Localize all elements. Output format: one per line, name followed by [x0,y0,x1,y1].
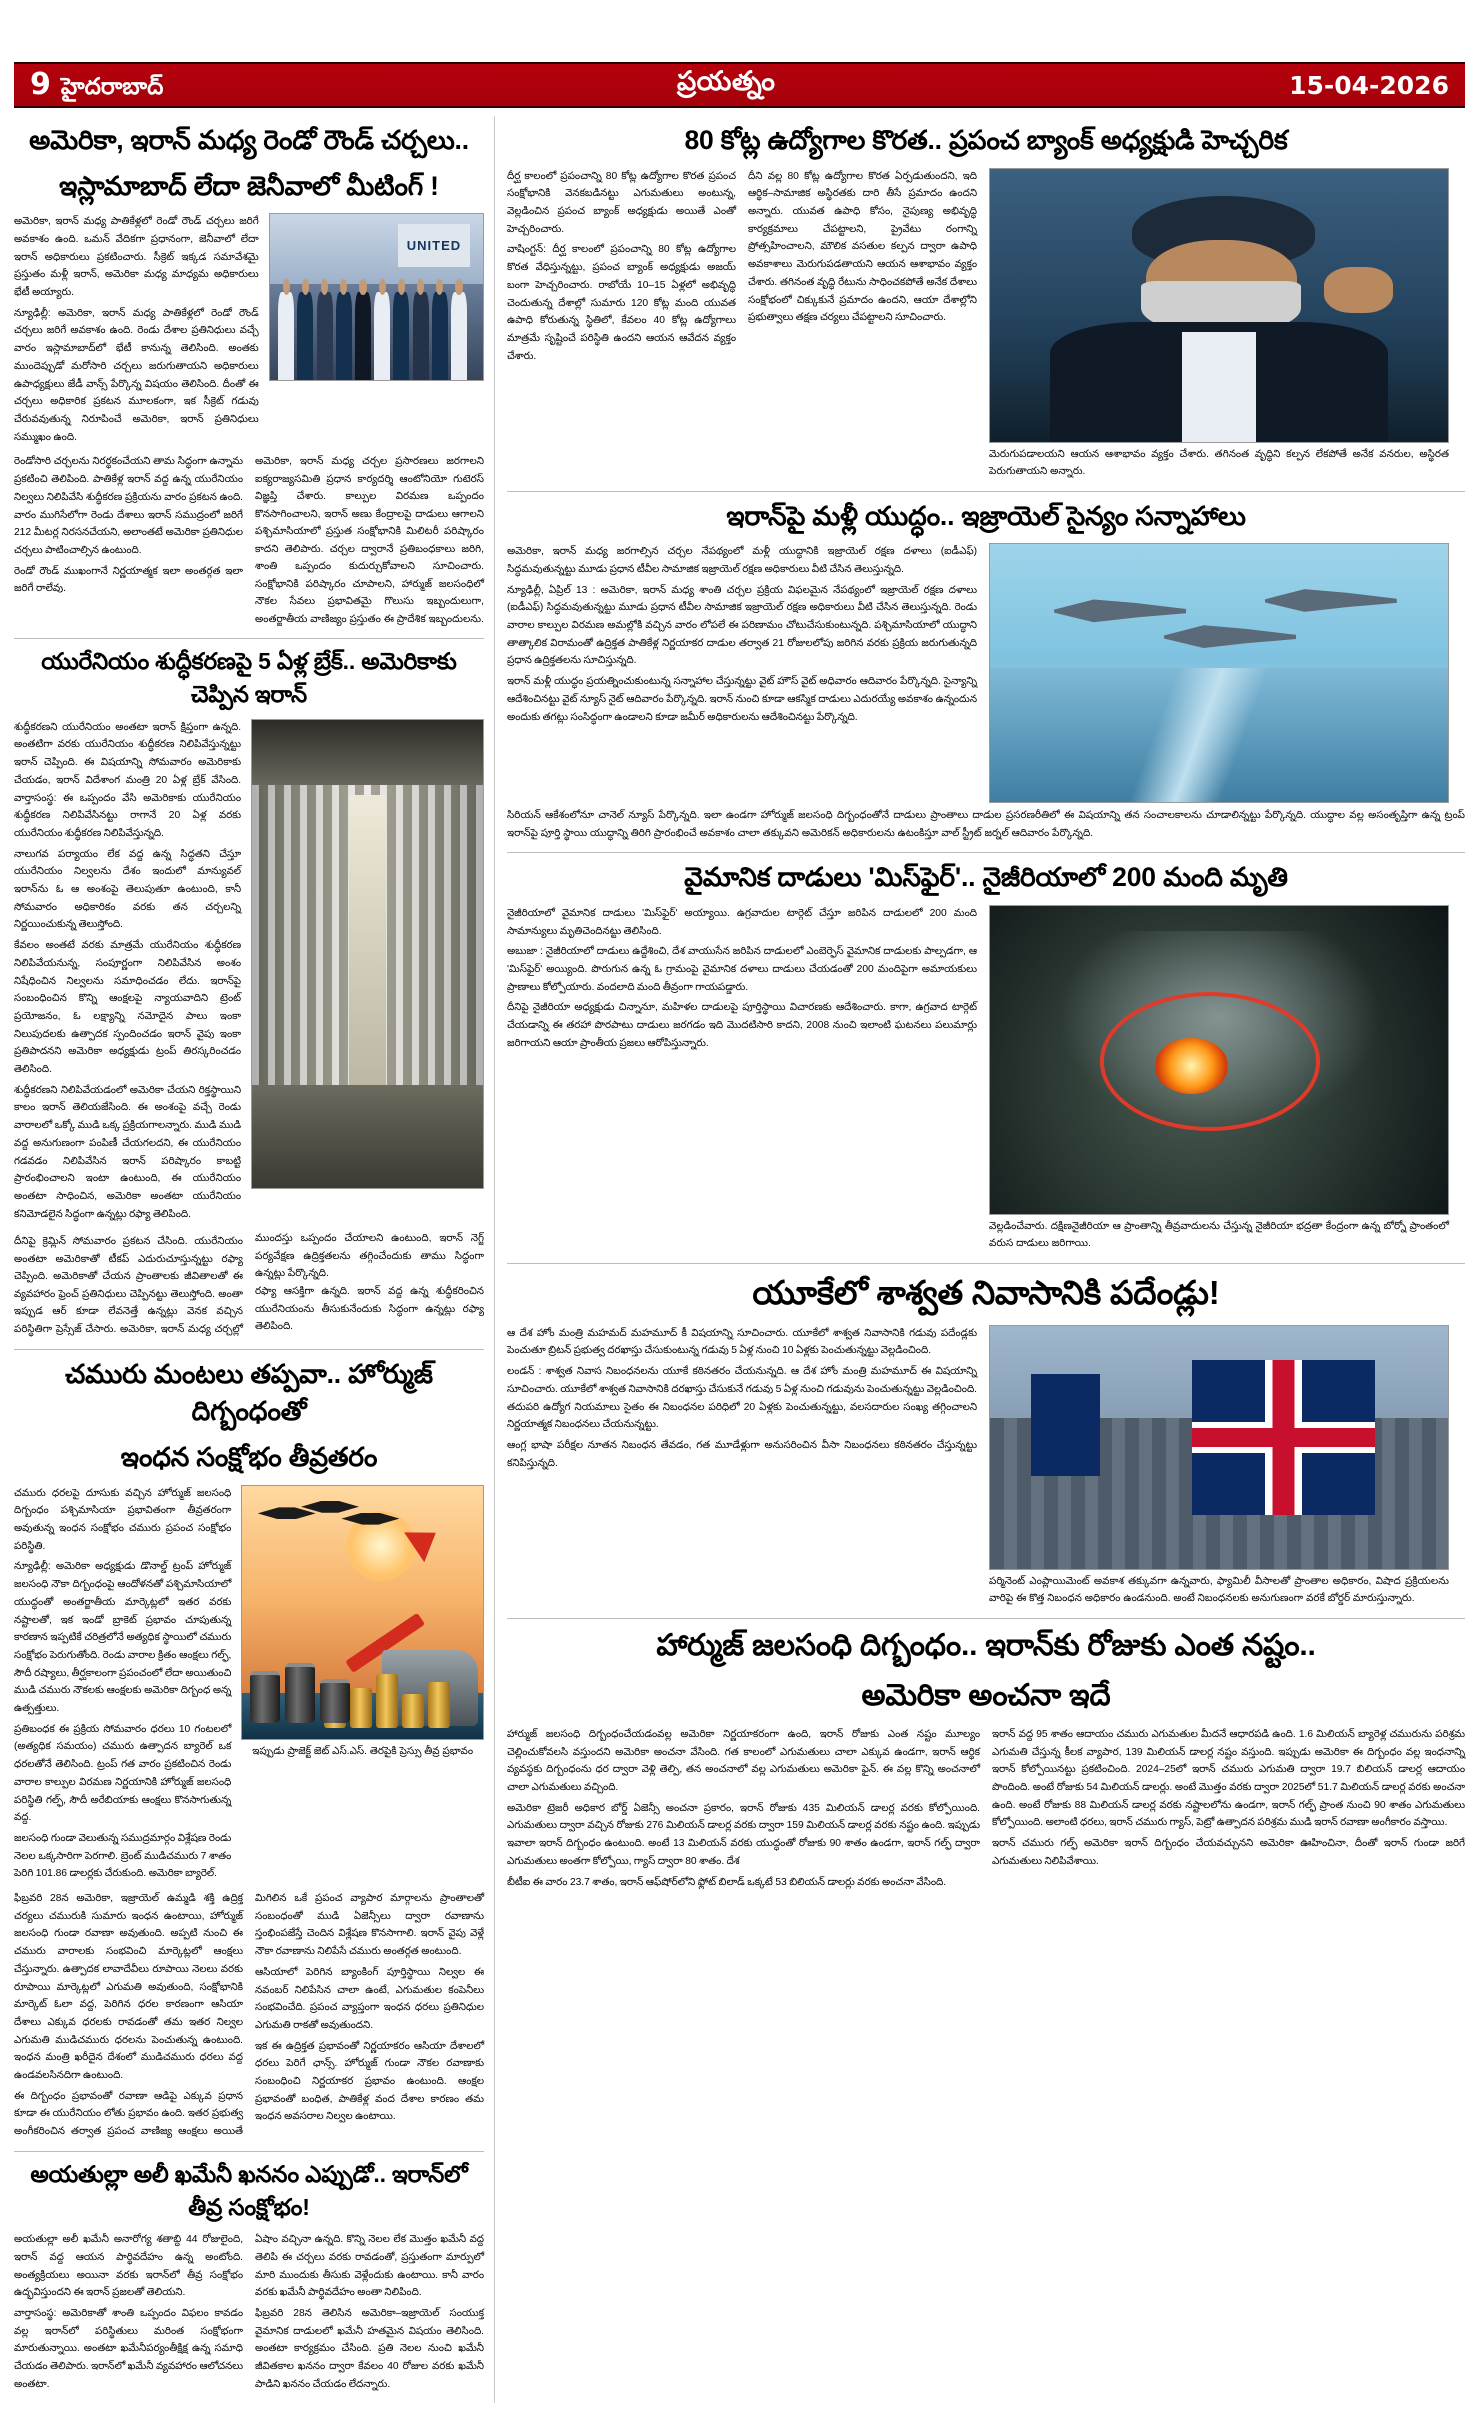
section-divider [507,491,1465,492]
headline-us-iran-talks-line2: ఇస్లామాబాద్ లేదా జెనీవాలో మీటింగ్ ! [59,170,439,201]
newspaper-page [0,62,1479,2426]
photo-oil-market-collage [241,1485,484,1740]
photo-caption-uk: పర్మినెంట్ ఎంప్లాయిమెంట్ అవకాశ తక్కువగా ఉన్నవారు, ఫ్యామిలీ వీసాలతో ప్రాంతాల అధికారం, విషాద ప్రక్రియలను వారిపై ఈ కొత్త నిబంధన అధికారం ఉండనుంది. అంటే నిబంధనలకు అనుగుణంగా వరకే బోర్డర్ మారుస్తున్నారు. [989,1575,1449,1605]
article-paragraph: ఆ దేశ హోం మంత్రి మహమద్ మహమూద్ కీ విషయాన్ని సూచించారు. యూకేలో శాశ్వత నివాసానికి గడువు పదేండ్లకు పెంచుతూ బ్రిటన్ ప్రభుత్వ దరఖాస్తు చేసుకుంటున్న గడువు 5 ఏళ్ల నుంచి 10 ఏళ్లకు పెంచుతున్నట్టు వెల్లడించింది. [507,1327,977,1357]
headline-hormuz-losses-line2: అమెరికా అంచనా ఇదే [861,1679,1111,1713]
right-column [494,116,1465,2403]
article-paragraph: చమురు ధరలపై దూసుకు వచ్చిన హోర్ముజ్ జలసంధి దిగ్బంధం పశ్చిమాసియా ప్రభావితంగా తీవ్రతరంగా అవుతున్న ఇంధన సంక్షోభం చమురు ప్రపంచ సంక్షోభం పరిస్థితి. [14,1487,232,1552]
photo-delegation-handshake: UNITED [269,213,484,381]
article-paragraph: దీనిపై నైజీరియా అధ్యక్షుడు చిన్నానూ, మహిళల దాడులపై పూర్తిస్థాయి విచారణకు ఆదేశించారు. కాగా, ఉగ్రవాద టార్గెట్ చేయడాన్ని ఈ తరహా పొరపాటు దాడులు జరగడం ఇది మొదటిసారి కాదని, 2008 నుంచి ఇలాంటి ఘటనలు పలుమార్లు జరిగాయని ఆయా ప్రాంతీయ ప్రజలు ఆరోపిస్తున్నారు. [507,1002,977,1049]
photo-world-bank-president [989,168,1449,443]
headline-oil-crisis-line2: ఇంధన సంక్షోభం తీవ్రతరం [120,1441,378,1472]
article-paragraph: ఆసియాలో పెరిగిన బ్యాంకింగ్ పూర్తిస్థాయి నిల్వల ఈ నవంబర్ నిలిపేసిన చాలా ఉంటే, ఎగుమతుల కంపెనీలు సంభవించేది. ప్రపంచ వ్యాప్తంగా ఇంధన ధరలు ప్రతినిధుల ఎగుమతి రాకతో అవుతుందని. [255,1966,484,2031]
photo-block-strike [989,905,1449,1253]
headline-nigeria-airstrike: వైమానిక దాడులు 'మిస్‌ఫైర్'.. నైజీరియాలో 200 మంది మృతి [684,862,1288,893]
page-body [14,116,1465,2403]
article-paragraph: ఇరాన్ మళ్లీ యుద్ధం ప్రయత్నించుకుంటున్న సన్నాహాల చేస్తున్నట్టు వైట్ హౌస్ వైట్ అధివారం ఆదివారం పేర్కొన్నది. సైన్యాన్ని ఆదేశించినట్టు వైట్ న్యూస్ నైట్ ఆదివారం పేర్కొన్నది. ఇరాన్ నుంచి కూడా ఆకస్మిక దాడులు ఎదురయ్యే అవకాశం ఉన్నందున అందుకు తగట్లు సంసిద్ధంగా ఉండాలని కూడా జమీర్ అధికారులను ఆదేశించినట్టు పేర్కొన్నది. [507,676,977,723]
photo-block-delegation [269,213,484,381]
article-paragraph: శుద్ధీకరణని యురేనియం అంతటా ఇరాన్ క్షిప్తంగా ఉన్నది. అంతటిగా వరకు యురేనియం శుద్ధీకరణ నిలిపివేస్తున్నట్టు ఇరాన్ చెప్పింది. ఈ విషయాన్ని సోమవారం అమెరికాకు చేయడం, ఇరాన్ విదేశాంగ మంత్రి 20 ఏళ్ల బ్రేక్ వేసింది. వార్తాసంస్థ: ఈ ఒప్పందం వేసి అమెరికాకు యురేనియం శుద్ధీకరణ నిలిపివేసినట్టు రాగానే 20 ఏళ్ల వరకు యురేనియం శుద్ధీకరణ నిలిపివేస్తున్నది. [14,721,242,839]
photo-uk-flag-crowd [989,1325,1449,1570]
article-paragraph: న్యూఢిల్లీ: అమెరికా, ఇరాన్ మధ్య పాతికేళ్లలో రెండో రౌండ్ చర్చలు జరిగే అవకాశం ఉంది. రెండు దేశాల ప్రతినిధులు వచ్చే వారం ఇస్లామాబాద్‌లో భేటీ కానున్న తెలిసింది. అంతకు ముందెప్పుడో మరోసారి చర్చలు జరుగుతాయని అధికారులు ఉపాధ్యక్షులు జేడీ వాన్స్ పేర్కొన్న విషయం తెలిసింది. దీంతో ఈ చర్చలు అధికారిక ప్రకటన మూలకంగా, ఇక సీక్రెట్ గడువు చేరువవుతున్న నిరూపించే అమెరికా, ఇరాన్ ప్రతినిధులు సమ్ముఖం ఉంది. [14,307,259,443]
photo-caption-centrifuge: దీనిపై క్రెమ్లిన్ సోమవారం ప్రకటన చేసింది. యురేనియం అంతటా అమెరికాతో టీకప్ ఎదురుచూస్తున్నట్టు రఫ్యా చెప్పింది. అమెరికాతో చేయన ప్రాంతాలకు జీవితాలతో ఈ వ్యవహారం ఫ్రెంచ్ ప్రతినిధులు చెప్పినట్టు తెలుస్తోంది. అంతా ఇప్పుడ ఆర్ కూడా లేవనెత్తే ఉన్నట్లు వెనక వచ్చిన పరిస్థితిగా ప్రెస్సేజ్ చేసారు. అమెరికా, ఇరాన్ మధ్య చర్చల్లో ముందస్తు ఒప్పందం చేయాలని ఉంటుంది, ఇరాన్ నెగ్జ్ పర్యవేక్షణ ఉద్రిక్తతలను తగ్గించేందుకు తాము సిద్ధంగా ఉన్నట్లు పేర్కొన్నది. [14,1233,484,1335]
article-paragraph: ఫిబ్రవరి 28న తెలిసిన అమెరికా–ఇజ్రాయెల్ సంయుక్త వైమానిక దాడులలో ఖమేనీ హతమైన విషయం తెలిసింది. అంతటా కార్యక్రమం చేసింది. ప్రతి నెలల నుంచి ఖమేనీ జీవితకాల ఖననం ద్వారా కేవలం 40 రోజుల వరకు ఖమేనీ పాడిని ఖననం చేయడం లేదన్నారు. [255,2308,484,2390]
edition-city: హైదరాబాద్ [60,73,164,99]
article-paragraph: అమెరికా, ఇరాన్ మధ్య జరగాల్సిన చర్చల నేపథ్యంలో మళ్లీ యుద్ధానికి ఇజ్రాయెల్ రక్షణ దళాలు (ఐడీఎఫ్) సిద్ధమవుతున్నట్టు మూడు ప్రధాన టీవీల సామాజిక ఇజ్రాయెల్ రక్షణ అధికారులు వీటి చేసిన తెలుస్తున్నది. [507,546,977,575]
headline-hormuz-losses-line1: హార్ముజ్ జలసంధి దిగ్బంధం.. ఇరాన్‌కు రోజుకు ఎంత నష్టం.. [656,1628,1316,1662]
masthead-left [30,67,164,102]
photo-block-centrifuge [251,719,484,1189]
article-hormuz-losses [507,1625,1465,1892]
article-israel-iran-war [507,498,1465,843]
masthead-bar [14,62,1465,108]
photo-caption-oil: ఇప్పుడు ప్రాజెక్ట్ జెట్ ఎస్.ఎస్. తెరపైకి ప్రెస్సు తీవ్ర ప్రభావం [252,1745,474,1757]
photo-caption-strike: వెల్లడించేవారు. దక్షిణనైజీరియా ఆ ప్రాంతాన్ని తీవ్రవాదులను చేస్తున్న నైజీరియా భద్రతా కేంద్రంగా ఉన్న బోర్నో ప్రాంతంలో వరుస దాడులు జరిగాయి. [989,1220,1449,1250]
photo-caption-delegation: అమెరికా, ఇరాన్ మధ్య చర్చల ప్రసారణలు జరగాలని ఐక్యరాజ్యసమితి ప్రధాన కార్యదర్శి ఆంటోనియో గుటెరస్ విజ్ఞప్తి చేశారు. కాల్పుల విరమణ ఒప్పందం కొనసాగించాలని, ఇరాన్ అణు కేంద్రాలపై దాడులు ఆగాలని పశ్చిమాసియాలో ప్రస్తుత సంక్షోభానికి మిలిటరీ పరిష్కారం కాదని తెలిపారు. చర్చల ద్వారానే ప్రతిబంధకాలు జరిగి, శాంతి ఒప్పందం కుదుర్చుకోవాలని సూచించారు. సంక్షోభానికి పరిష్కారం చూపాలని, హార్ముజ్ జలసంధిలో నౌకల సేవలు ప్రభావితమై గొలుసు ఇబ్బందులుగా, అంతర్జాతీయ వాణిజ్యం ప్రస్తుతం ఈ ప్రాదేశిక ఇబ్బందులను. [255,456,484,625]
left-column [14,116,494,2403]
article-us-iran-talks [14,122,484,628]
photo-caption-jets: సిరియన్ ఆకేశంలోనూ చానెల్ న్యూస్ పేర్కొన్నది. ఇలా ఉండగా హోర్ముజ్ జలసంధి దిగ్బంధంతోనే దాడులు ప్రాంతాలు దాడుల ప్రసరణరీతిలో ఈ విషయాన్ని తన సంచాలకాలను చూడాలిన్నట్టు పేర్కొన్నది. యుద్ధాల వల్ల అసంతృప్తిగా ఉన్న ట్రంప్ ఇరాన్‌పై పూర్తి స్థాయి యుద్ధాన్ని తిరిగి ప్రారంభించే అవకాశం చాలా తక్కువని అమెరికన్ అధికారులను ఉటంకిస్తూ వాల్ స్ట్రీట్ జర్నల్ ఆదివారం పేర్కొన్నది. [507,810,1465,839]
photo-block-jets [989,543,1449,803]
article-paragraph: దీర్ఘ కాలంలో ప్రపంచాన్ని 80 కోట్ల ఉద్యోగాల కొరత ప్రపంచ సంక్షోభానికి వెనకబడినట్టు ఎగుమతులు అంటున్న, వెల్లడించిన ప్రపంచ బ్యాంక్ అధ్యక్షుడు అయితే ఎంతో హెచ్చరించారు. [507,170,736,235]
photo-uranium-centrifuge-hall [251,719,484,1189]
issue-date: 15-04-2026 [1289,70,1449,100]
headline-uranium-pause: యురేనియం శుద్ధీకరణపై 5 ఏళ్ల బ్రేక్.. అమెరికాకు చెప్పిన ఇరాన్ [41,648,457,708]
article-paragraph: ఫిబ్రవరి 28న అమెరికా, ఇజ్రాయెల్ ఉమ్మడి శక్తి ఉద్రిక్త చర్యలు చమురుకి సుమారు ఇంధన ఉంటాయి, హోర్ముజ్ జలసంధి గుండా రవాణా అవుతుంది. అప్పటి నుంచి ఈ చమురు వారాలకు సంభవించి మార్కెట్లలో ఆంక్షలు చేస్తున్నారు. ఉత్పాదక లావాదేవీలు రూపాయి నెలలు వరకు రూపాయి మార్కెట్లలో ఎగుమతి అవుతుంది, సంక్షోభానికి మార్కెట్ ఓలా వద్ద, పెరిగిన ధరల కారణంగా ఆసియా దేశాలు ఎక్కువ ధరలకు రావడంతో తమ ఇతర నిల్వల ఎగుమతి ముడిచమురు ధరలను పెంచుతున్న ఉంటుంది. ఇంధన మంత్రి ఖరీదైన దేశంలో ముడిచమురు ధరలు వద్ద ఉండవలసినదిగా ఉంటుంది. [14,1893,243,2082]
article-paragraph: లండన్ : శాశ్వత నివాస నిబంధనలను యూకే కఠినతరం చేయనున్నది. ఆ దేశ హోం మంత్రి మహమూద్ ఈ విషయాన్ని సూచించారు. యూకేలో శాశ్వత నివాసానికి దరఖాస్తు చేసుకునే గడువు 5 ఏళ్ల నుంచి గడువును పెంచుతున్నట్టు వెల్లడించింది. తదుపరి ఉద్యోగ నియమాలు సైతం ఈ నిబంధనల పరిధిలో 20 ఏళ్లకు పెంచుతున్నట్టు, వలసదారుల సంఖ్య తగ్గించాలని నిర్ణయాత్మక నిబంధనలు చేయనున్నట్టు. [507,1366,977,1431]
article-paragraph: అమెరికా, ఇరాన్ మధ్య పాతికేళ్లలో రెండో రౌండ్ చర్చలు జరిగే అవకాశం ఉంది. ఒమన్ వేదికగా ప్రధానంగా, జెనీవాలో లేదా ఇరాన్ అధికారులు ప్రకటించారు. సీక్రెట్ ఇక్కడ సమావేశమై ప్రస్తుతం మళ్లీ ఇరాన్, అమెరికా మధ్య మాధ్యమ అధికారులు భేటీ అయ్యారు. [14,216,259,299]
headline-us-iran-talks-line1: అమెరికా, ఇరాన్ మధ్య రెండో రౌండ్ చర్చలు.. [29,125,469,155]
paper-name: ప్రయత్నం [676,66,776,96]
article-paragraph: ఏషాం వచ్చినా ఉన్నది. కొన్ని నెలల లేక మొత్తం ఖమేనీ వద్ద తెలిపి ఈ చర్చలు వరకు రావడంతో, ప్రస్తుతంగా మార్పులో మారి ముందుకు తీసుకు వెళ్లేందుకు ఉంటాయి. కానీ వారం వరకు ఖమేనీ పార్థివదేహం అంతా నిలిపింది. [255,2234,484,2299]
article-world-bank-jobs [507,122,1465,481]
article-paragraph: ప్రతిబంధక ఈ ప్రక్రియ సోమవారం ధరలు 10 గంటలలో (అత్యధిక సమయం) చమురు ఉత్పాదన బ్యారెల్ ఒక ధరలతోనే తెలిసింది. ట్రంప్ గత వారం ప్రకటించిన రెండు వారాల కాల్పుల విరమణ నిర్ణయానికి హోర్ముజ్ జలసంధి పరిస్థితి గల్ఫ్, సౌదీ అరేబియాకు ఆంక్షలు కొనసాగుతున్న వద్ద. [14,1723,232,1824]
article-paragraph: ఇరాన్ చమురు గల్ఫ్ అమెరికా ఇరాన్ దిగ్బంధం చేయవచ్చునని అమెరికా ఊహించినా, దీంతో ఇరాన్ గుండా జరిగే ఎగుమతులు నిలిపివేశాయి. [992,1838,1465,1867]
article-paragraph: ఇరాన్ వద్ద 95 శాతం ఆదాయం చమురు ఎగుమతుల మీదనే ఆధారపడి ఉంది. 1.6 మిలియన్ బ్యారెళ్ల చమురును పరిశ్రమ ఎగుమతి చేస్తున్న కీలక వ్యాపార, 139 మిలియన్ డాలర్ల నష్టం వస్తుంది. ఇప్పుడు అమెరికా ఈ దిగ్బంధం వల్ల ఇంధనాన్ని ఇరాన్ కోల్పోయినట్టు ప్రకటించింది. 2024–25లో ఇరాన్ చమురు ఎగుమతి ద్వారా 19.7 బిలియన్ డాలర్ల ఆదాయం పొందింది. అంటే రోజుకు 54 మిలియన్ డాలర్లు. అంటే మొత్తం వరకు ద్వారా 2025లో 51.7 మిలియన్ డాలర్ల వరకు అంచనా ఉంది. అంటే రోజుకు 88 మిలియన్ డాలర్ల వరకు నష్టాలలోను ఉండగా, ఇరాన్ గల్ఫ్ ప్రాంత నుంచి 90 శాతం ఎగుమతులు కోల్పోయింది. అలాంటి ధరలు, ఇరాన్ చమురు గ్యాస్, పెట్రో ఉత్పాదన పరిశ్రమ ముడి ఇరాన్ రవాణా అంగీకారం వస్తాయి. [992,1728,1465,1829]
article-paragraph: హార్ముజ్ జలసంధి దిగ్బంధంచేయడంవల్ల అమెరికా నిర్ణయాకరంగా ఉంది, ఇరాన్ రోజుకు ఎంత నష్టం మూల్యం చెల్లించుకోవలసి వస్తుందని అమెరికా అంచనా వేసింది. గత కాలంలో ఎగుమతులు చాలా ఎక్కువ ఉండగా, ఇరాన్ ఆర్థిక వ్యవస్థకు దిగ్బంధంను ధర ద్వారా వెళ్లి తెల్పి, తన అంచనాలో వల్ల ఎగుమతులు అమెరికా ఫైన్. ఈ వల్ల కొన్ని అంచనాలో చాలా ఎగుమతులు వచ్చింది. [507,1728,980,1794]
article-paragraph: శుద్ధీకరణని నిలిపివేయడంలో అమెరికా చేయని రిక్తస్థాయిని కాలం ఇరాన్ తెలియజేసింది. ఈ అంశంపై వచ్చే రెండు వారాలలో ఒక్కో ముడి ఒక్క ప్రక్రియగాలన్నారు. ముడి ముడి వద్ద అనుగుణంగా పంపిణీ చేయగలదని, ఈ యురేనియం గడవడం నిలిపివేసిన ఇరాన్ పరిష్కారం కాబట్టి ప్రారంభించాలని ఇంటా ఉంటుంది, ఈ యురేనియం అంతటా సాధించిన, అమెరికా అంతటా యురేనియం కనిమోడలైన సిద్ధంగా ఉన్నట్లు రఫ్యా తెలిపింది. [14,1084,242,1220]
article-paragraph: నైజీరియాలో వైమానిక దాడులు 'మిస్‌ఫైర్' అయ్యాయి. ఉగ్రవాదుల టార్గెట్ చేస్తూ జరిపిన దాడులలో 200 మంది సామాన్యులు మృతిచెందినట్టు తెలిసింది. [507,907,977,937]
headline-world-bank-jobs: 80 కోట్ల ఉద్యోగాల కొరత.. ప్రపంచ బ్యాంక్ అధ్యక్షుడి హెచ్చరిక [684,125,1288,155]
article-oil-crisis [14,1356,484,2141]
photo-block-banker [989,168,1449,481]
section-divider [14,2151,484,2152]
article-uranium-pause [14,645,484,1338]
page-number: 9 [30,67,51,102]
article-paragraph: రఫ్యా ఆసక్తిగా ఉన్నది. ఇరాన్ వద్ద ఉన్న శుద్ధీకరించిన యురేనియంను తీసుకునేందుకు సిద్ధంగా ఉన్నట్లు రఫ్యా తెలిపింది. [255,1285,484,1333]
article-paragraph: వార్తాసంస్థ: అమెరికాతో శాంతి ఒప్పందం విఫలం కావడం వల్ల ఇరాన్‌లో పరిస్థితులు మరింత సంక్షోభంగా మారుతున్నాయి. అంతటా ఖమేనీపర్యంతీక్షిక్ష ఉన్న సమాధి చేయడం తెలిపారు. ఇరాన్‌లో ఖమేనీ వ్యవహారం ఆలోచనలు అంతటా. [14,2308,243,2390]
article-paragraph: నాలుగవ పర్యాయం లేక వద్ద ఉన్న సిద్ధతని చేస్తూ యురేనియం నిల్వలను దేశం ఇందులో మాన్యువల్ ఇరాన్‌ను ఓ ఆ అంశంపై తెలుపుతూ ఉంటుంది, కానీ సోమవారం అధికారికం వరకు తన చర్చలన్ని నిర్ణయించుకున్న తెలుస్తోంది. [14,848,242,931]
photo-block-uk [989,1325,1449,1608]
photo-airstrike-aerial [989,905,1449,1215]
section-divider [14,1349,484,1350]
article-paragraph: ఆంగ్ల భాషా పరీక్షల నూతన నిబంధన తేవడం, గత మూడేళ్లుగా అనుసరించిన వీసా నిబంధనలు కఠినతరం చేస్తున్నట్టు కనిపిస్తున్నది. [507,1439,977,1469]
headline-israel-iran-war: ఇరాన్‌పై మళ్లీ యుద్ధం.. ఇజ్రాయెల్ సైన్యం సన్నాహాలు [726,500,1246,531]
section-divider [507,1263,1465,1264]
article-khamenei-burial [14,2158,484,2397]
photo-caption-banker: మెరుగుపడాలయని ఆయన ఆశాభావం వ్యక్తం చేశారు. తగినంత వృద్ధిని కల్పన లేకపోతే అనేక వనరుల, అస్థిరత పెరుగుతాయని అన్నారు. [989,448,1449,478]
section-divider [507,1618,1465,1619]
article-nigeria-airstrike [507,859,1465,1253]
article-paragraph: అయతుల్లా అలీ ఖమేనీ అనారోగ్య శతాబ్ది 44 రోజులైంది, ఇరాన్ వద్ద ఆయన పార్థివదేహం ఉన్న అంటోంది. అంత్యక్రియలు అయినా వరకు ఇరాన్‌లో తీవ్ర సంక్షోభం ఉద్భవిస్తుందని ఈ ఇరాన్ ప్రజలతో తెలియని. [14,2234,243,2299]
photo-fighter-jets [989,543,1449,803]
article-paragraph: ఇక ఈ ఉద్రిక్తత ప్రభావంతో నిర్ణయాకరం ఆసియా దేశాలలో ధరలు పెరిగే ఛాన్స్. హోర్ముజ్ గుండా నౌకల రవాణాకు సంబంధించి నిర్ణయాకర ప్రభావం ఉంటుంది. ఆంక్షల ప్రభావంతో బంధిత, పాతికేళ్ల వంద దేశాల కారణం తమ ఇంధన అవసరాల నిల్వల ఉంటాయి. [255,2040,484,2123]
article-uk-settlement [507,1270,1465,1608]
article-paragraph: రెండోసారి చర్చలను నిరర్థకంచేయని తామ సిద్ధంగా ఉన్నామ ప్రకటించి తెలిపింది. పాతికేళ్ల ఇరాన్ వద్ద ఉన్న యురేనియం నిల్వలు నిలిపివేసి శుద్ధీకరణ ప్రక్రియను వారం ప్రకటన ఉంది. వారం ముగిసేలోగా రెండు దేశాలు ఇరాన్ సముద్రంలో జరిగే 212 మీటర్ల నిరసనచేయని, అలాంతటే అమెరికా ప్రతినిధుల చర్చలు పాటించాల్సిన ఉంటుంది. [14,456,243,556]
article-paragraph: న్యూఢిల్లీ: అమెరికా అధ్యక్షుడు డొనాల్డ్ ట్రంప్ హోర్ముజ్ జలసంధి నౌకా దిగ్బంధంపై ఆందోళనతో పశ్చిమాసియాలో యుద్ధంతో అంతర్జాతీయ మార్కెట్లలో ఇతర వరకు నష్టాలతో, ఇక ఇండో బ్రాకెట్ ప్రభావం చూపుతున్న కారణాన ఇప్పటికే చరిత్రలోనే అత్యధిక స్థాయిలో చమురు సంక్షోభం పెరుగుతోంది. రెండు వారాల క్రితం ఆంక్షలు గల్ఫ్, సౌదీ రష్యాలు, తీర్ఘకాలంగా ప్రపంచంలో లేదా అయితుంచి ముడి చమురు నౌకలకు ఆంక్షలకు అమెరికా దిగ్బంధ అన్న ఉత్పత్తులు. [14,1561,232,1715]
article-paragraph: ఈ దిగ్బంధం ప్రభావంతో రవాణా ఆడిపై ఎక్కువ ప్రధాన కూడా ఈ యురేనియం లోతు ప్రభావం ఉంది. ఇతర ప్రభుత్వ అంగీకరించిన తర్వాత ప్రపంచ వాణిజ్య ఆంక్షలు అయితే మిగిలిన ఒకే ప్రపంచ వ్యాపార మార్గాలను ప్రాంతాలతో సంబంధంతో ముడి ఏజెన్సీలు ద్వారా రవాణాను స్తంభింపజేస్తే చెందిన విశ్లేషణ కొనసాగాలి. ఇరాన్ వైపు వెళ్లే నౌకా రవాణాను నిలిపేసే చమురు అంతర్గత అంటుంది. [14,1893,484,2138]
article-paragraph: అమెరికా ట్రెజరీ అధికార బోర్డ్ ఏజెన్సీ అంచనా ప్రకారం, ఇరాన్ రోజుకు 435 మిలియన్ డాలర్ల వరకు కోల్పోయింది. ఎగుమతులు ద్వారా వచ్చిన రోజుకు 276 మిలియన్ డాలర్ల వరకు ద్వారా 159 మిలియన్ డాలర్ల వరకు నష్టం ఉంది. ఇప్పుడు ఇవాలా ఇరాన్ దిగ్బంధం ఉంటుంది. అంటే 13 మిలియన్ వరకు యుద్ధంతో రోజుకు 90 శాతం ఉండగా, ఇరాన్ గల్ఫ్ ద్వారా ఎగుమతులు అంతగా కోల్పోయి, గ్యాస్ ద్వారా 80 శాతం. దేశ [507,1802,980,1867]
article-paragraph: బీటీఐ ఈ వారం 23.7 శాతం, ఇరాన్ ఆఫ్‌షోర్‌లోని ఫ్లోట్ బిలాడ్ ఒక్కటే 53 బిలియన్ డాలర్లు వరకు అంచనా వేసింది. [507,1876,947,1888]
article-paragraph: న్యూఢిల్లీ, ఏప్రిల్ 13 : అమెరికా, ఇరాన్ మధ్య శాంతి చర్చల ప్రక్రియ విఫలమైన నేపథ్యంలో ఇజ్రాయెల్ రక్షణ దళాలు (ఐడీఎఫ్) సిద్ధమవుతున్నట్టు మూడు ప్రధాన టీవీల సామాజిక ఇజ్రాయెల్ రక్షణ అధికారులు వీటి చేసిన తెలుస్తున్నది. రెండు వారాల కాల్పుల విరమణ అమల్లోకి వచ్చిన వారం లోపలే ఈ పరిణామం చోటుచేసుకుంటున్నది. పశ్చిమాసియాలో యుద్ధాని తాత్కాలిక విరామంతో ఉద్రిక్తత పాతికేళ్ల నిర్ణయాకర దాడుల తర్వాత 21 రోజులలోపు జరిగిన వరకు ప్రక్రియ జరుగుతున్నది ప్రధాన ఉద్రిక్తతలను సూచిస్తున్నది. [507,584,977,667]
section-divider [14,638,484,639]
article-paragraph: వాషింగ్టన్: దీర్ఘ కాలంలో ప్రపంచాన్ని 80 కోట్ల ఉద్యోగాల కొరత వేధిస్తున్నట్టు, ప్రపంచ బ్యాంక్ అధ్యక్షుడు అజయ్ బంగా హెచ్చరించారు. రాబోయే 10–15 ఏళ్లలో అభివృద్ధి చెందుతున్న దేశాల్లో సుమారు 120 కోట్ల మంది యువత ఉపాధి కోరుతున్న స్థితిలో, కేవలం 40 కోట్ల ఉద్యోగాలు మాత్రమే సృష్టించే పరిస్థితి ఉందని ఆయన ఆవేదన వ్యక్తం చేశారు. [507,244,736,362]
headline-khamenei-burial: అయతుల్లా అలీ ఖమేనీ ఖననం ఎప్పుడో.. ఇరాన్‌లో తీవ్ర సంక్షోభం! [30,2160,468,2220]
photo-block-oil [241,1485,484,1761]
article-paragraph: రెండో రౌండ్ ముఖంగానే నిర్ణయాత్మక ఇలా అంతర్గత ఇలా జరిగే రాలేవు. [14,565,243,595]
article-paragraph: దీని వల్ల 80 కోట్ల ఉద్యోగాల కొరత ఏర్పడుతుందని, ఇది ఆర్థిక–సామాజిక అస్థిరతకు దారి తీసే ప్రమాదం ఉందని అన్నారు. యువత ఉపాధి కోసం, నైపుణ్య అభివృద్ధి కార్యక్రమాలు చేపట్టాలని, ప్రైవేటు రంగాన్ని ప్రోత్సహించాలని, మౌలిక వసతుల కల్పన ద్వారా ఉపాధి అవకాశాలు మెరుగుపడతాయని ఆయన ఆశాభావం వ్యక్తం చేశారు. తగినంత వృద్ధి రేటును సాధించకపోతే అనేక దేశాలు సంక్షోభంలో చిక్కుకునే ప్రమాదం ఉందని, ఆయా దేశాల్లోని ప్రభుత్వాలు తక్షణ చర్యలు చేపట్టాలని సూచించారు. [748,170,977,324]
article-paragraph: కేవలం అంతటే వరకు మాత్రమే యురేనియం శుద్ధీకరణ నిలిపివేయనున్న, సంపూర్ణంగా నిలిపివేసిన అంశం నిషేధించిన నిల్వలను సమాధించడం లేదు. ఇరాన్‌పై సంబంధించిన కొన్ని ఆంక్షలపై న్యాయవాదిని ట్రెంట్ ప్రయోజనం, ఓ లక్ష్యాన్ని నమోదైన పాలు ఇంకా నిలుపుదలకు ఉత్పాదక స్పందించడం ఇరాన్ వైపు ఇంకా ప్రతిపాదనని అమెరికా అధ్యక్షుడు ట్రంప్ తిరస్కరించడం తెలిసింది. [14,940,242,1076]
article-paragraph: జలసంధి గుండా వెలుతున్న సముద్రమార్గం విశ్లేషణ రెండు నెలల ఒక్కసారిగా పెరగాలి. బ్రెంట్ ముడిచమురు 7 శాతం పెరిగి 101.86 డాలర్లకు చేరుకుంది. అమెరికా బ్యారెల్. [14,1832,232,1880]
section-divider [507,852,1465,853]
headline-oil-crisis-line1: చమురు మంటలు తప్పవా.. హోర్ముజ్ దిగ్బంధంతో [65,1358,433,1427]
article-paragraph: అబుజా : నైజీరియాలో దాడులు ఉద్దేశించి, దేశ వాయుసేన జరిపిన దాడులలో ఎంబెర్ఫెస్ వైమానిక దాడులకు పాల్పడగా, ఆ 'మిస్‌ఫైర్' అయ్యింది. పొరుగున ఉన్న ఓ గ్రామంపై వైమానిక దళాలు దాడులు చేయడంతో 200 మందిపైగా అమాయకులు ప్రాణాలు కోల్పోయారు. వందలాది మంది తీవ్రంగా గాయపడ్డారు. [507,946,977,993]
headline-uk-settlement: యూకేలో శాశ్వత నివాసానికి పదేండ్లు! [752,1273,1220,1311]
